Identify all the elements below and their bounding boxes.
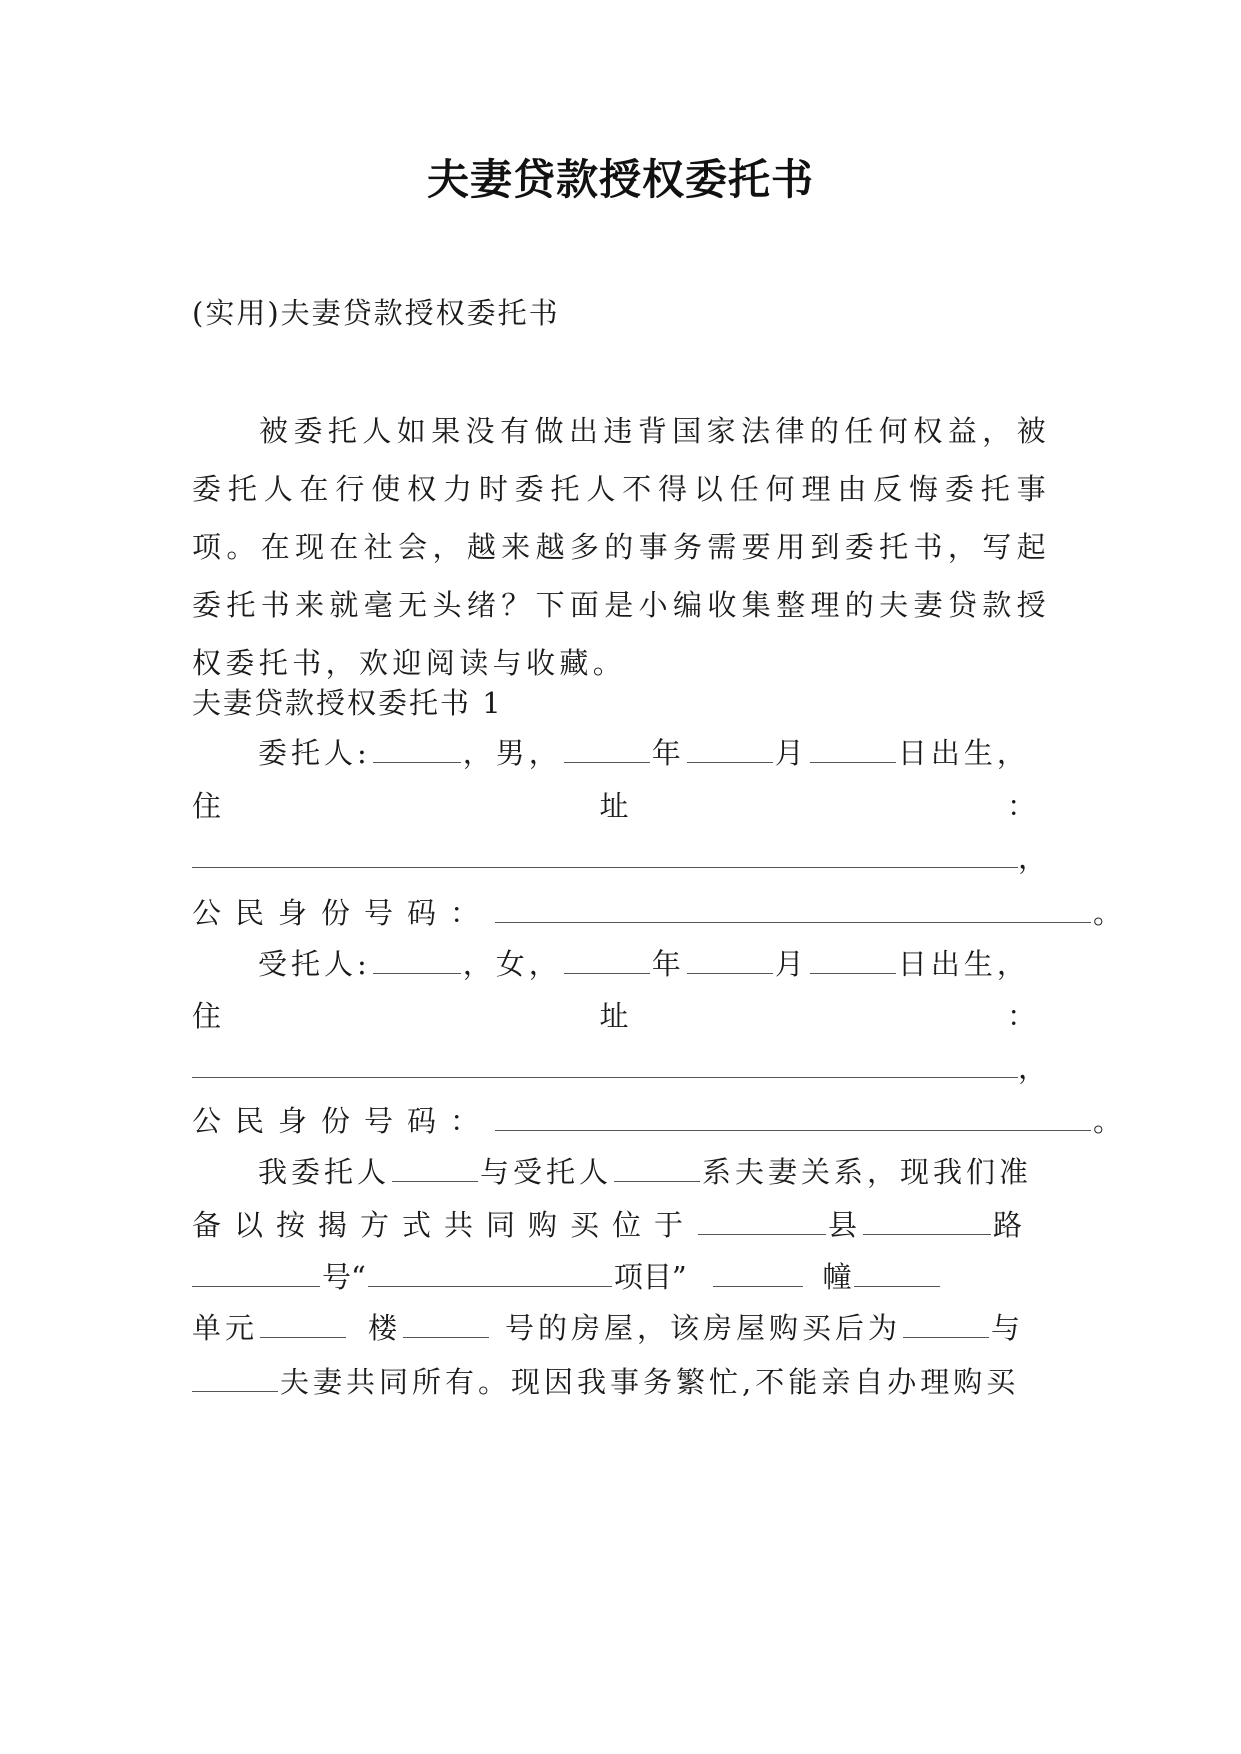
clause-line-3 xyxy=(192,1257,1050,1297)
principal-id-label: 公民身份号码： xyxy=(192,896,494,930)
principal-address-char2: 址 xyxy=(599,789,629,823)
principal-address-blank xyxy=(192,839,1018,868)
agent-address-blank xyxy=(192,1049,1018,1078)
principal-year-blank xyxy=(564,734,650,763)
principal-address-colon: ： xyxy=(1006,789,1036,823)
clause-text: 备以按揭方式共同购买位于 xyxy=(192,1208,697,1242)
agent-id-label: 公民身份号码： xyxy=(192,1104,494,1138)
clause-text: 与受托人 xyxy=(480,1155,613,1189)
agent-address-char1: 住 xyxy=(192,999,222,1033)
clause-text: 我委托人 xyxy=(258,1155,391,1189)
clause-blank xyxy=(698,1206,826,1235)
agent-day-blank xyxy=(810,945,896,974)
clause-blank xyxy=(713,1258,803,1287)
principal-label: 委托人: xyxy=(258,736,371,770)
principal-month-blank xyxy=(687,734,773,763)
agent-id-blank xyxy=(495,1102,1091,1131)
principal-day-blank xyxy=(810,734,896,763)
principal-id-row xyxy=(192,893,1123,933)
agent-id-row xyxy=(192,1101,1123,1141)
agent-label: 受托人: xyxy=(258,947,371,981)
agent-gender: ，女， xyxy=(462,947,562,981)
clause-text: 路 xyxy=(993,1208,1023,1242)
clause-blank xyxy=(854,1258,940,1287)
clause-line-2 xyxy=(192,1205,1050,1245)
intro-paragraph xyxy=(192,402,1050,692)
clause-text: 幢 xyxy=(822,1260,852,1294)
clause-text: 项目” xyxy=(613,1260,687,1294)
clause-line-5 xyxy=(192,1362,1050,1402)
clause-blank xyxy=(403,1309,489,1338)
intro-text: 被委托人如果没有做出违背国家法律的任何权益，被委托人在行使权力时委托人不得以任何理由反悔委托事项。在现在社会，越来越多的事务需要用到委托书，写起委托书来就毫无头绪？下面是小编收集整理的夫妻贷款授权委托书，欢迎阅读与收藏。 xyxy=(192,414,1050,680)
principal-line xyxy=(192,733,1050,773)
document-title: 夫妻贷款授权委托书 xyxy=(426,155,814,204)
principal-month-label: 月 xyxy=(774,736,808,770)
clause-text: 号“ xyxy=(322,1260,366,1294)
principal-address-comma: ， xyxy=(1018,841,1048,875)
agent-year-blank xyxy=(564,945,650,974)
clause-line-1 xyxy=(192,1152,1050,1192)
principal-year-label: 年 xyxy=(651,736,685,770)
clause-blank xyxy=(260,1309,346,1338)
clause-blank xyxy=(192,1258,320,1287)
principal-gender: ，男， xyxy=(462,736,562,770)
agent-name-blank xyxy=(373,945,461,974)
agent-id-period: 。 xyxy=(1093,1104,1123,1138)
principal-id-period: 。 xyxy=(1093,896,1123,930)
clause-line-4 xyxy=(192,1308,1050,1348)
principal-address-row xyxy=(192,786,1050,826)
principal-address-blank-row xyxy=(192,838,1050,878)
clause-text: 单元 xyxy=(192,1311,259,1345)
principal-birth-label: 日出生， xyxy=(897,736,1030,770)
agent-address-row xyxy=(192,996,1050,1036)
clause-text: 与 xyxy=(991,1311,1021,1345)
agent-address-blank-row xyxy=(192,1048,1050,1088)
clause-blank xyxy=(903,1309,989,1338)
clause-text: 楼 xyxy=(368,1311,402,1345)
principal-name-blank xyxy=(373,734,461,763)
agent-year-label: 年 xyxy=(651,947,685,981)
section-heading: 夫妻贷款授权委托书 1 xyxy=(192,686,503,720)
principal-id-blank xyxy=(495,894,1091,923)
clause-text: 夫妻共同所有。现因我事务繁忙,不能亲自办理购买 xyxy=(280,1365,1020,1399)
principal-address-char1: 住 xyxy=(192,789,222,823)
document-subtitle: (实用)夫妻贷款授权委托书 xyxy=(192,296,560,330)
agent-month-label: 月 xyxy=(774,947,808,981)
clause-blank xyxy=(192,1363,278,1392)
clause-text: 系夫妻关系，现我们准 xyxy=(702,1155,1033,1189)
clause-blank xyxy=(863,1206,991,1235)
agent-address-comma: ， xyxy=(1018,1051,1048,1085)
agent-address-colon: ： xyxy=(1006,999,1036,1033)
agent-line xyxy=(192,944,1050,984)
clause-text: 号的房屋，该房屋购买后为 xyxy=(505,1311,902,1345)
agent-month-blank xyxy=(687,945,773,974)
agent-address-char2: 址 xyxy=(599,999,629,1033)
agent-birth-label: 日出生， xyxy=(897,947,1030,981)
clause-text: 县 xyxy=(828,1208,862,1242)
clause-blank xyxy=(614,1153,700,1182)
clause-blank xyxy=(392,1153,478,1182)
clause-blank xyxy=(368,1258,612,1287)
